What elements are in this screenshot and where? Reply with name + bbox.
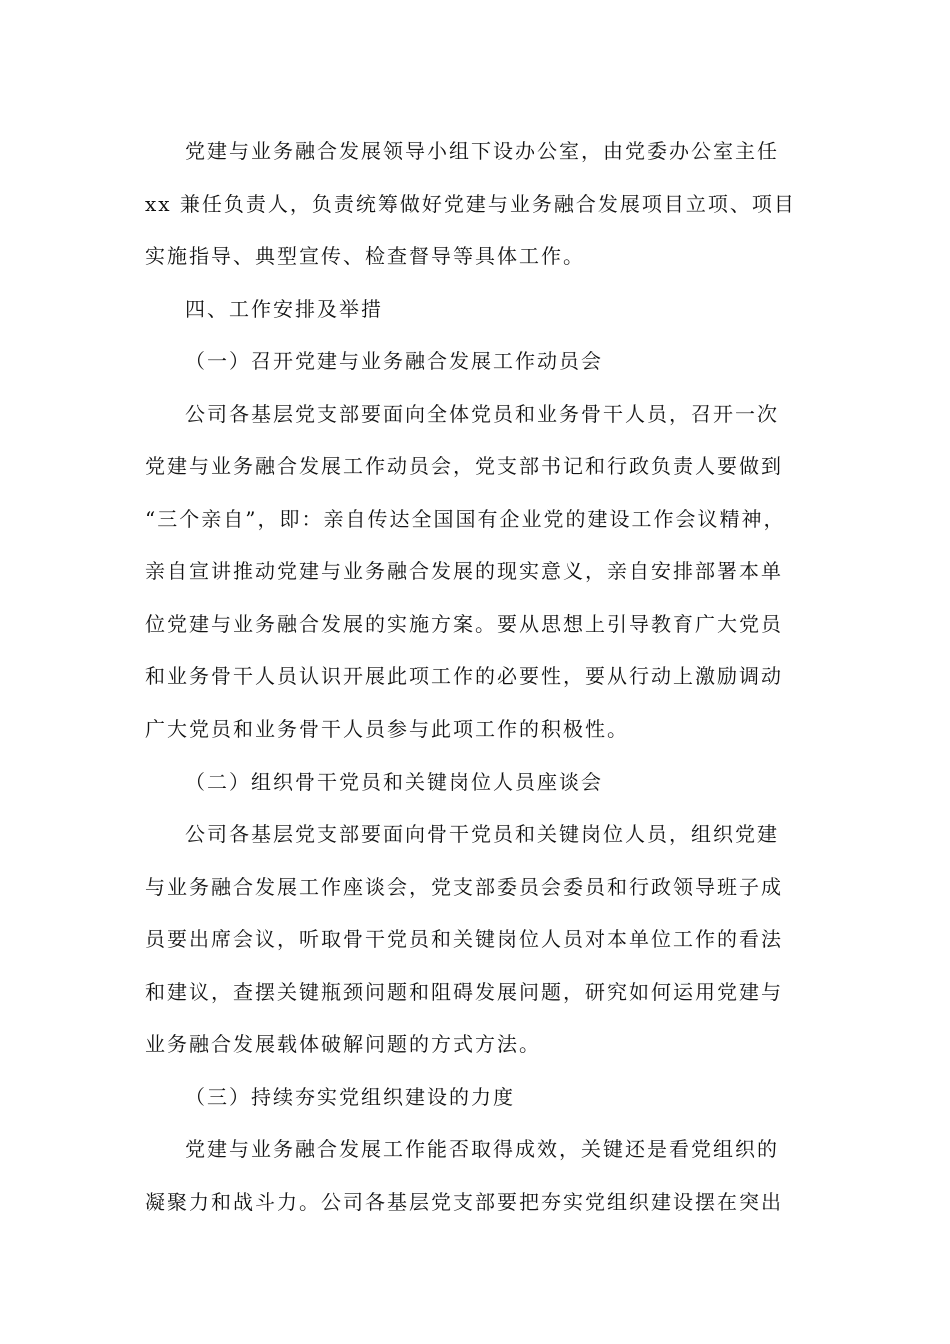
paragraph-line: 和业务骨干人员认识开展此项工作的必要性，要从行动上激励调动 — [145, 664, 783, 689]
section-heading: 四、工作安排及举措 — [185, 296, 383, 321]
paragraph-line: 广大党员和业务骨干人员参与此项工作的积极性。 — [145, 717, 629, 742]
paragraph-line: 公司各基层党支部要面向全体党员和业务骨干人员，召开一次 — [185, 401, 779, 426]
paragraph-line: 凝聚力和战斗力。公司各基层党支部要把夯实党组织建设摆在突出 — [145, 1189, 783, 1214]
paragraph-line: 亲自宣讲推动党建与业务融合发展的现实意义，亲自安排部署本单 — [145, 559, 783, 584]
paragraph-line: 党建与业务融合发展工作动员会，党支部书记和行政负责人要做到 — [145, 454, 783, 479]
paragraph-line: 与业务融合发展工作座谈会，党支部委员会委员和行政领导班子成 — [145, 874, 783, 899]
paragraph-line: 和建议，查摆关键瓶颈问题和阻碍发展问题，研究如何运用党建与 — [145, 979, 783, 1004]
paragraph-line: 党建与业务融合发展工作能否取得成效，关键还是看党组织的 — [185, 1137, 779, 1162]
subsection-heading: （二）组织骨干党员和关键岗位人员座谈会 — [185, 769, 603, 794]
paragraph-line: “三个亲自”，即：亲自传达全国国有企业党的建设工作会议精神， — [145, 506, 786, 531]
paragraph-line: 党建与业务融合发展领导小组下设办公室，由党委办公室主任 — [185, 139, 779, 163]
subsection-heading: （一）召开党建与业务融合发展工作动员会 — [185, 349, 603, 374]
paragraph-line: xx 兼任负责人，负责统筹做好党建与业务融合发展项目立项、项目 — [145, 191, 796, 216]
paragraph-line: 业务融合发展载体破解问题的方式方法。 — [145, 1032, 541, 1057]
subsection-heading: （三）持续夯实党组织建设的力度 — [185, 1084, 515, 1109]
paragraph-line: 位党建与业务融合发展的实施方案。要从思想上引导教育广大党员 — [145, 611, 783, 636]
body-text — [145, 131, 805, 1234]
paragraph-line: 实施指导、典型宣传、检查督导等具体工作。 — [145, 244, 585, 269]
paragraph-line: 员要出席会议，听取骨干党员和关键岗位人员对本单位工作的看法 — [145, 927, 783, 952]
paragraph-line: 公司各基层党支部要面向骨干党员和关键岗位人员，组织党建 — [185, 822, 779, 847]
